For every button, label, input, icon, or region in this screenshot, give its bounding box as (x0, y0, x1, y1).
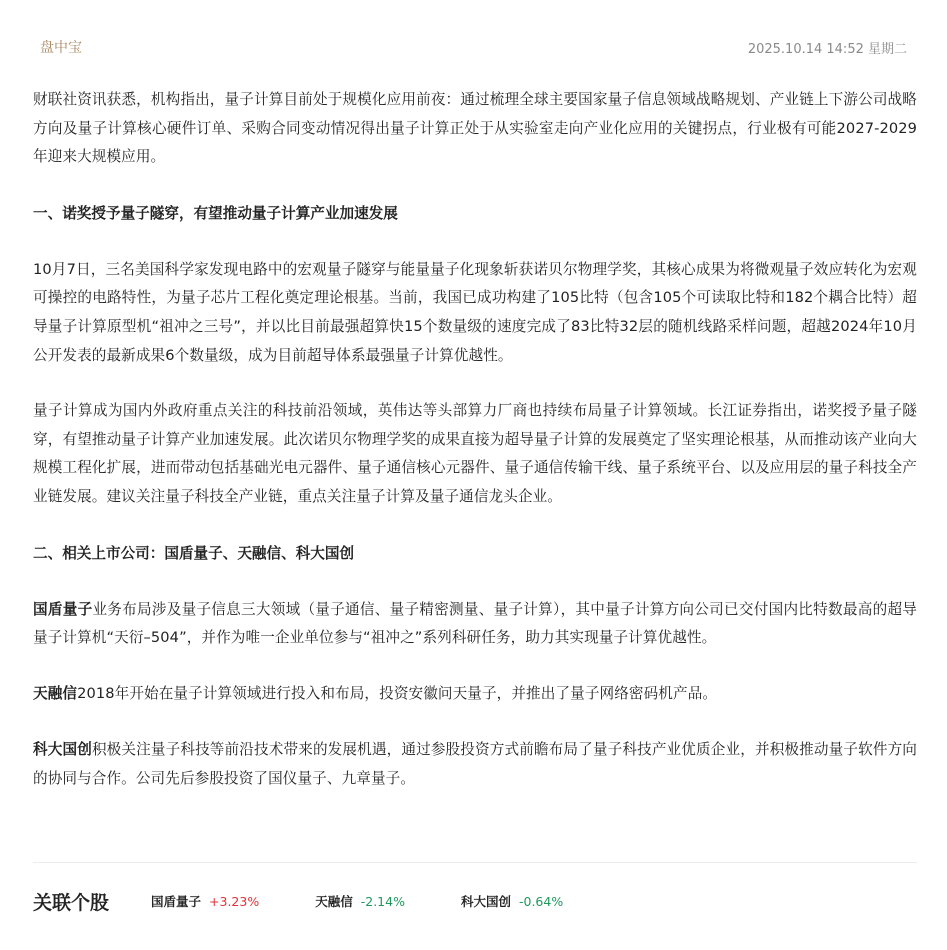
stock-item-tianrongxin[interactable] (315, 892, 405, 910)
stock-change: -0.64% (518, 893, 564, 909)
intro-paragraph: 财联社资讯获悉，机构指出，量子计算目前处于规模化应用前夜：通过梳理全球主要国家量子信息领域战略规划、产业链上下游公司战略方向及量子计算核心硬件订单、采购合同变动情况得出量子计算正处于从实验室走向产业化应用的关键拐点，行业极有可能2027-2029年迎来大规模应用。 (33, 91, 917, 166)
section1-paragraph-2: 量子计算成为国内外政府重点关注的科技前沿领域，英伟达等头部算力厂商也持续布局量子计算领域。长江证券指出，诺奖授予量子隧穿，有望推动量子计算产业加速发展。此次诺贝尔物理学奖的成果直接为超导量子计算的发展奠定了坚实理论根基，从而推动该产业向大规模工程化扩展，进而带动包括基础光电元器件、量子通信核心元器件、量子通信传输干线、量子系统平台、以及应用层的量子科技全产业链发展。建议关注量子科技全产业链，重点关注量子计算及量子通信龙头企业。 (33, 402, 917, 505)
section-heading-2: 二、相关上市公司：国盾量子、天融信、科大国创 (33, 544, 355, 562)
company-paragraph-guodun (33, 596, 917, 653)
article-header (40, 37, 907, 57)
section-heading-1: 一、诺奖授予量子隧穿，有望推动量子计算产业加速发展 (33, 204, 398, 222)
company-description: 2018年开始在量子计算领域进行投入和布局，投资安徽问天量子，并推出了量子网络密码机产品。 (77, 684, 718, 702)
section1-paragraph-1: 10月7日，三名美国科学家发现电路中的宏观量子隧穿与能量量子化现象斩获诺贝尔物理学奖，其核心成果为将微观量子效应转化为宏观可操控的电路特性，为量子芯片工程化奠定理论根基。当前，我国已成功构建了105比特（包含105个可读取比特和182个耦合比特）超导量子计算原型机“祖冲之三号”，并以比目前最强超算快15个数量级的速度完成了83比特32层的随机线路采样问题，超越2024年10月公开发表的最新成果6个数量级，成为目前超导体系最强量子计算优越性。 (33, 260, 917, 364)
stock-name: 国盾量子 (151, 894, 202, 909)
company-paragraph-tianrongxin (33, 680, 917, 709)
stock-item-kedaguochuang[interactable] (461, 892, 563, 910)
stock-name: 天融信 (315, 894, 353, 909)
stock-change: -2.14% (360, 893, 405, 909)
stock-item-guodun[interactable] (151, 892, 259, 910)
company-description: 积极关注量子科技等前沿技术带来的发展机遇，通过参股投资方式前瞻布局了量子科技产业优质企业，并积极推动量子软件方向的协同与合作。公司先后参股投资了国仪量子、九章量子。 (33, 741, 917, 787)
publish-datetime: 2025.10.14 14:52 星期二 (747, 41, 907, 57)
company-name: 科大国创 (33, 741, 92, 759)
company-paragraph-kedaguochuang (33, 736, 917, 793)
source-link[interactable]: 盘中宝 (40, 40, 82, 56)
related-stocks-title: 关联个股 (33, 891, 110, 914)
company-description: 业务布局涉及量子信息三大领域（量子通信、量子精密测量、量子计算），其中量子计算方向公司已交付国内比特数最高的超导量子计算机“天衍–504”，并作为唯一企业单位参与“祖冲之”系列科研任务，助力其实现量子计算优越性。 (33, 600, 917, 647)
stock-change: +3.23% (209, 893, 260, 909)
related-stocks-bar (33, 885, 619, 917)
company-name: 国盾量子 (33, 600, 93, 618)
article-body (33, 86, 917, 794)
stock-name: 科大国创 (460, 894, 511, 909)
divider (33, 862, 917, 863)
company-name: 天融信 (33, 684, 78, 702)
